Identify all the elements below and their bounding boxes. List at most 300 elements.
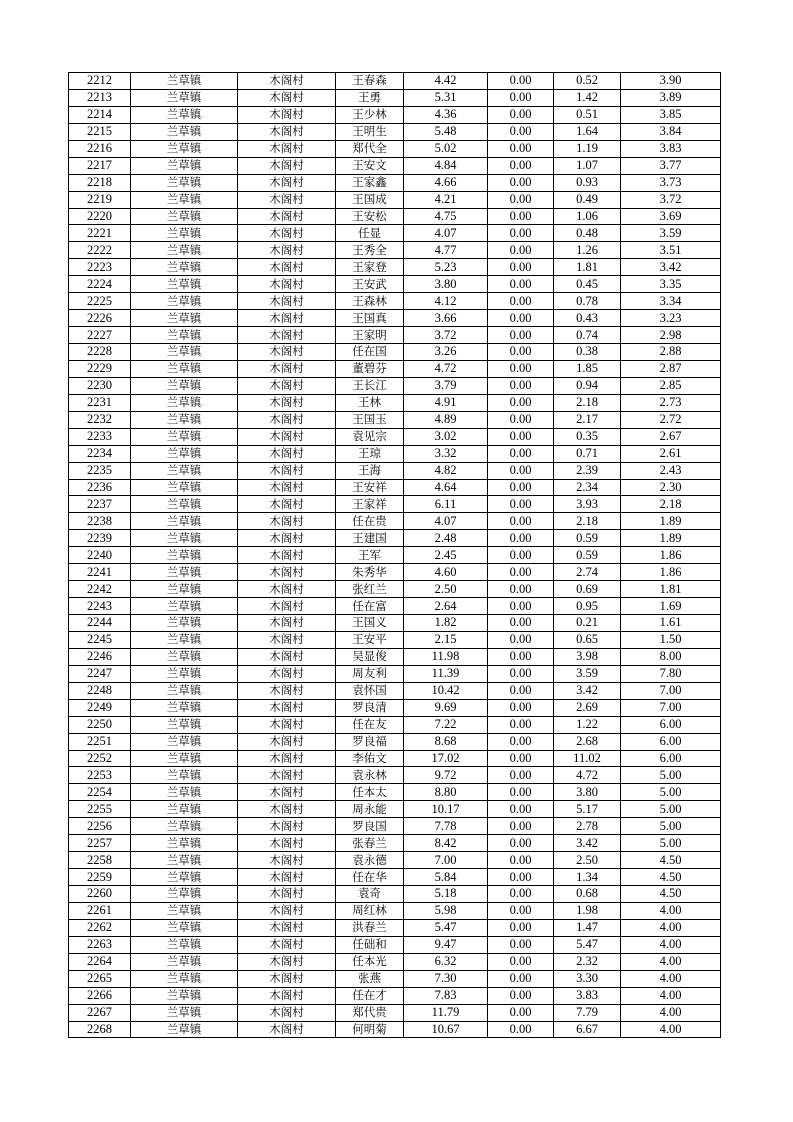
table-row xyxy=(69,327,721,344)
value-4-cell: 2.88 xyxy=(621,344,721,361)
table-row xyxy=(69,1021,721,1038)
value-2-cell: 0.00 xyxy=(488,157,554,174)
table-row xyxy=(69,936,721,953)
table-row xyxy=(69,208,721,225)
value-2-cell: 0.00 xyxy=(488,547,554,564)
value-3-cell: 3.42 xyxy=(554,682,621,699)
value-1-cell: 8.68 xyxy=(404,733,488,750)
value-4-cell: 1.86 xyxy=(621,547,721,564)
value-4-cell: 1.89 xyxy=(621,513,721,530)
value-4-cell: 1.50 xyxy=(621,631,721,648)
village-cell: 木阁村 xyxy=(238,801,336,818)
value-2-cell: 0.00 xyxy=(488,936,554,953)
table-row xyxy=(69,648,721,665)
town-cell: 兰草镇 xyxy=(131,835,238,852)
value-3-cell: 2.74 xyxy=(554,564,621,581)
value-3-cell: 2.17 xyxy=(554,411,621,428)
table-row xyxy=(69,377,721,394)
value-4-cell: 7.80 xyxy=(621,665,721,682)
value-4-cell: 2.43 xyxy=(621,462,721,479)
value-2-cell: 0.00 xyxy=(488,259,554,276)
village-cell: 木阁村 xyxy=(238,411,336,428)
name-cell: 张红兰 xyxy=(336,581,404,598)
value-1-cell: 7.78 xyxy=(404,818,488,835)
town-cell: 兰草镇 xyxy=(131,784,238,801)
town-cell: 兰草镇 xyxy=(131,293,238,310)
name-cell: 张春兰 xyxy=(336,835,404,852)
village-cell: 木阁村 xyxy=(238,953,336,970)
row-number-cell: 2222 xyxy=(69,242,131,259)
value-4-cell: 1.69 xyxy=(621,598,721,615)
town-cell: 兰草镇 xyxy=(131,1004,238,1021)
table-row xyxy=(69,530,721,547)
village-cell: 木阁村 xyxy=(238,106,336,123)
value-1-cell: 5.18 xyxy=(404,886,488,903)
value-1-cell: 7.30 xyxy=(404,970,488,987)
village-cell: 木阁村 xyxy=(238,327,336,344)
town-cell: 兰草镇 xyxy=(131,191,238,208)
village-cell: 木阁村 xyxy=(238,869,336,886)
village-cell: 木阁村 xyxy=(238,648,336,665)
town-cell: 兰草镇 xyxy=(131,462,238,479)
village-cell: 木阁村 xyxy=(238,513,336,530)
value-1-cell: 2.64 xyxy=(404,598,488,615)
value-3-cell: 2.50 xyxy=(554,852,621,869)
value-3-cell: 0.65 xyxy=(554,631,621,648)
row-number-cell: 2267 xyxy=(69,1004,131,1021)
village-cell: 木阁村 xyxy=(238,157,336,174)
value-3-cell: 1.98 xyxy=(554,902,621,919)
value-3-cell: 0.51 xyxy=(554,106,621,123)
village-cell: 木阁村 xyxy=(238,445,336,462)
village-cell: 木阁村 xyxy=(238,970,336,987)
table-row xyxy=(69,293,721,310)
row-number-cell: 2234 xyxy=(69,445,131,462)
village-cell: 木阁村 xyxy=(238,699,336,716)
value-4-cell: 2.18 xyxy=(621,496,721,513)
row-number-cell: 2237 xyxy=(69,496,131,513)
value-4-cell: 3.69 xyxy=(621,208,721,225)
name-cell: 任本太 xyxy=(336,784,404,801)
village-cell: 木阁村 xyxy=(238,835,336,852)
value-3-cell: 3.98 xyxy=(554,648,621,665)
name-cell: 王家登 xyxy=(336,259,404,276)
town-cell: 兰草镇 xyxy=(131,919,238,936)
table-row xyxy=(69,394,721,411)
value-4-cell: 3.35 xyxy=(621,276,721,293)
town-cell: 兰草镇 xyxy=(131,936,238,953)
value-1-cell: 10.67 xyxy=(404,1021,488,1038)
row-number-cell: 2223 xyxy=(69,259,131,276)
name-cell: 罗良国 xyxy=(336,818,404,835)
village-cell: 木阁村 xyxy=(238,462,336,479)
value-4-cell: 8.00 xyxy=(621,648,721,665)
name-cell: 王秀全 xyxy=(336,242,404,259)
value-4-cell: 5.00 xyxy=(621,784,721,801)
town-cell: 兰草镇 xyxy=(131,852,238,869)
value-1-cell: 4.72 xyxy=(404,360,488,377)
value-2-cell: 0.00 xyxy=(488,919,554,936)
value-2-cell: 0.00 xyxy=(488,1004,554,1021)
town-cell: 兰草镇 xyxy=(131,598,238,615)
row-number-cell: 2242 xyxy=(69,581,131,598)
row-number-cell: 2266 xyxy=(69,987,131,1004)
town-cell: 兰草镇 xyxy=(131,123,238,140)
village-cell: 木阁村 xyxy=(238,818,336,835)
value-2-cell: 0.00 xyxy=(488,1021,554,1038)
town-cell: 兰草镇 xyxy=(131,733,238,750)
value-2-cell: 0.00 xyxy=(488,564,554,581)
name-cell: 张燕 xyxy=(336,970,404,987)
value-3-cell: 0.93 xyxy=(554,174,621,191)
village-cell: 木阁村 xyxy=(238,293,336,310)
name-cell: 王安平 xyxy=(336,631,404,648)
town-cell: 兰草镇 xyxy=(131,902,238,919)
value-3-cell: 11.02 xyxy=(554,750,621,767)
town-cell: 兰草镇 xyxy=(131,547,238,564)
name-cell: 任在友 xyxy=(336,716,404,733)
row-number-cell: 2221 xyxy=(69,225,131,242)
value-4-cell: 1.61 xyxy=(621,615,721,632)
value-3-cell: 2.78 xyxy=(554,818,621,835)
village-cell: 木阁村 xyxy=(238,89,336,106)
village-cell: 木阁村 xyxy=(238,530,336,547)
table-row xyxy=(69,411,721,428)
value-2-cell: 0.00 xyxy=(488,462,554,479)
value-1-cell: 9.69 xyxy=(404,699,488,716)
row-number-cell: 2254 xyxy=(69,784,131,801)
value-2-cell: 0.00 xyxy=(488,615,554,632)
value-2-cell: 0.00 xyxy=(488,174,554,191)
value-3-cell: 0.94 xyxy=(554,377,621,394)
value-3-cell: 5.47 xyxy=(554,936,621,953)
table-row xyxy=(69,631,721,648)
table-row xyxy=(69,665,721,682)
town-cell: 兰草镇 xyxy=(131,581,238,598)
value-3-cell: 2.18 xyxy=(554,394,621,411)
town-cell: 兰草镇 xyxy=(131,530,238,547)
town-cell: 兰草镇 xyxy=(131,513,238,530)
village-cell: 木阁村 xyxy=(238,902,336,919)
value-3-cell: 0.45 xyxy=(554,276,621,293)
value-2-cell: 0.00 xyxy=(488,886,554,903)
village-cell: 木阁村 xyxy=(238,936,336,953)
value-3-cell: 7.79 xyxy=(554,1004,621,1021)
value-1-cell: 5.48 xyxy=(404,123,488,140)
town-cell: 兰草镇 xyxy=(131,344,238,361)
village-cell: 木阁村 xyxy=(238,174,336,191)
value-3-cell: 2.39 xyxy=(554,462,621,479)
name-cell: 王春森 xyxy=(336,73,404,90)
value-1-cell: 4.60 xyxy=(404,564,488,581)
value-1-cell: 7.22 xyxy=(404,716,488,733)
value-1-cell: 9.72 xyxy=(404,767,488,784)
row-number-cell: 2249 xyxy=(69,699,131,716)
value-3-cell: 0.52 xyxy=(554,73,621,90)
value-3-cell: 1.26 xyxy=(554,242,621,259)
name-cell: 王森林 xyxy=(336,293,404,310)
town-cell: 兰草镇 xyxy=(131,886,238,903)
village-cell: 木阁村 xyxy=(238,615,336,632)
town-cell: 兰草镇 xyxy=(131,106,238,123)
village-cell: 木阁村 xyxy=(238,344,336,361)
value-3-cell: 0.59 xyxy=(554,547,621,564)
value-2-cell: 0.00 xyxy=(488,852,554,869)
value-4-cell: 3.85 xyxy=(621,106,721,123)
value-1-cell: 4.84 xyxy=(404,157,488,174)
value-1-cell: 4.75 xyxy=(404,208,488,225)
table-row xyxy=(69,428,721,445)
value-3-cell: 1.42 xyxy=(554,89,621,106)
town-cell: 兰草镇 xyxy=(131,310,238,327)
name-cell: 王少林 xyxy=(336,106,404,123)
value-2-cell: 0.00 xyxy=(488,394,554,411)
table-row xyxy=(69,191,721,208)
town-cell: 兰草镇 xyxy=(131,631,238,648)
value-4-cell: 2.98 xyxy=(621,327,721,344)
town-cell: 兰草镇 xyxy=(131,953,238,970)
table-row xyxy=(69,445,721,462)
name-cell: 董碧芬 xyxy=(336,360,404,377)
value-1-cell: 4.07 xyxy=(404,513,488,530)
value-1-cell: 3.32 xyxy=(404,445,488,462)
table-row xyxy=(69,852,721,869)
village-cell: 木阁村 xyxy=(238,140,336,157)
value-4-cell: 3.73 xyxy=(621,174,721,191)
value-1-cell: 3.72 xyxy=(404,327,488,344)
table-row xyxy=(69,140,721,157)
value-2-cell: 0.00 xyxy=(488,682,554,699)
town-cell: 兰草镇 xyxy=(131,750,238,767)
name-cell: 任在国 xyxy=(336,344,404,361)
name-cell: 袁见宗 xyxy=(336,428,404,445)
table-row xyxy=(69,174,721,191)
village-cell: 木阁村 xyxy=(238,496,336,513)
name-cell: 王安武 xyxy=(336,276,404,293)
value-1-cell: 2.48 xyxy=(404,530,488,547)
village-cell: 木阁村 xyxy=(238,360,336,377)
value-4-cell: 5.00 xyxy=(621,818,721,835)
row-number-cell: 2255 xyxy=(69,801,131,818)
value-3-cell: 3.59 xyxy=(554,665,621,682)
value-2-cell: 0.00 xyxy=(488,665,554,682)
value-3-cell: 0.69 xyxy=(554,581,621,598)
value-3-cell: 0.35 xyxy=(554,428,621,445)
value-2-cell: 0.00 xyxy=(488,360,554,377)
value-1-cell: 3.02 xyxy=(404,428,488,445)
value-1-cell: 10.17 xyxy=(404,801,488,818)
value-4-cell: 6.00 xyxy=(621,716,721,733)
value-1-cell: 4.82 xyxy=(404,462,488,479)
value-4-cell: 2.67 xyxy=(621,428,721,445)
value-2-cell: 0.00 xyxy=(488,902,554,919)
value-3-cell: 0.74 xyxy=(554,327,621,344)
value-4-cell: 6.00 xyxy=(621,733,721,750)
table-row xyxy=(69,225,721,242)
value-1-cell: 5.84 xyxy=(404,869,488,886)
row-number-cell: 2243 xyxy=(69,598,131,615)
table-row xyxy=(69,699,721,716)
value-3-cell: 5.17 xyxy=(554,801,621,818)
value-1-cell: 4.21 xyxy=(404,191,488,208)
row-number-cell: 2251 xyxy=(69,733,131,750)
table-row xyxy=(69,259,721,276)
value-4-cell: 7.00 xyxy=(621,682,721,699)
value-3-cell: 0.49 xyxy=(554,191,621,208)
village-cell: 木阁村 xyxy=(238,191,336,208)
table-row xyxy=(69,462,721,479)
table-row xyxy=(69,886,721,903)
name-cell: 罗良清 xyxy=(336,699,404,716)
value-3-cell: 3.30 xyxy=(554,970,621,987)
value-4-cell: 3.84 xyxy=(621,123,721,140)
value-2-cell: 0.00 xyxy=(488,445,554,462)
value-3-cell: 2.18 xyxy=(554,513,621,530)
row-number-cell: 2263 xyxy=(69,936,131,953)
town-cell: 兰草镇 xyxy=(131,445,238,462)
value-3-cell: 2.69 xyxy=(554,699,621,716)
row-number-cell: 2227 xyxy=(69,327,131,344)
row-number-cell: 2268 xyxy=(69,1021,131,1038)
village-cell: 木阁村 xyxy=(238,377,336,394)
name-cell: 李佑文 xyxy=(336,750,404,767)
value-2-cell: 0.00 xyxy=(488,513,554,530)
village-cell: 木阁村 xyxy=(238,276,336,293)
name-cell: 王家祥 xyxy=(336,496,404,513)
value-1-cell: 7.83 xyxy=(404,987,488,1004)
town-cell: 兰草镇 xyxy=(131,818,238,835)
name-cell: 袁永林 xyxy=(336,767,404,784)
value-3-cell: 0.78 xyxy=(554,293,621,310)
table-row xyxy=(69,716,721,733)
name-cell: 何明菊 xyxy=(336,1021,404,1038)
value-2-cell: 0.00 xyxy=(488,496,554,513)
town-cell: 兰草镇 xyxy=(131,987,238,1004)
value-1-cell: 8.42 xyxy=(404,835,488,852)
value-2-cell: 0.00 xyxy=(488,835,554,852)
row-number-cell: 2262 xyxy=(69,919,131,936)
value-3-cell: 3.80 xyxy=(554,784,621,801)
value-2-cell: 0.00 xyxy=(488,411,554,428)
value-2-cell: 0.00 xyxy=(488,344,554,361)
row-number-cell: 2228 xyxy=(69,344,131,361)
value-4-cell: 2.30 xyxy=(621,479,721,496)
value-1-cell: 9.47 xyxy=(404,936,488,953)
name-cell: 王军 xyxy=(336,547,404,564)
town-cell: 兰草镇 xyxy=(131,327,238,344)
value-1-cell: 4.77 xyxy=(404,242,488,259)
name-cell: 任础和 xyxy=(336,936,404,953)
value-4-cell: 3.83 xyxy=(621,140,721,157)
town-cell: 兰草镇 xyxy=(131,174,238,191)
name-cell: 王安松 xyxy=(336,208,404,225)
row-number-cell: 2244 xyxy=(69,615,131,632)
value-4-cell: 6.00 xyxy=(621,750,721,767)
value-1-cell: 8.80 xyxy=(404,784,488,801)
value-1-cell: 4.91 xyxy=(404,394,488,411)
town-cell: 兰草镇 xyxy=(131,73,238,90)
town-cell: 兰草镇 xyxy=(131,869,238,886)
table-row xyxy=(69,310,721,327)
town-cell: 兰草镇 xyxy=(131,89,238,106)
value-1-cell: 3.80 xyxy=(404,276,488,293)
value-2-cell: 0.00 xyxy=(488,242,554,259)
row-number-cell: 2229 xyxy=(69,360,131,377)
value-4-cell: 5.00 xyxy=(621,835,721,852)
table-row xyxy=(69,73,721,90)
name-cell: 王家鑫 xyxy=(336,174,404,191)
row-number-cell: 2239 xyxy=(69,530,131,547)
name-cell: 王林 xyxy=(336,394,404,411)
value-3-cell: 1.07 xyxy=(554,157,621,174)
value-2-cell: 0.00 xyxy=(488,953,554,970)
value-2-cell: 0.00 xyxy=(488,191,554,208)
value-1-cell: 4.66 xyxy=(404,174,488,191)
village-cell: 木阁村 xyxy=(238,767,336,784)
value-3-cell: 1.34 xyxy=(554,869,621,886)
town-cell: 兰草镇 xyxy=(131,208,238,225)
name-cell: 任在富 xyxy=(336,598,404,615)
value-3-cell: 3.42 xyxy=(554,835,621,852)
value-4-cell: 4.50 xyxy=(621,869,721,886)
table-row xyxy=(69,953,721,970)
table-row xyxy=(69,801,721,818)
town-cell: 兰草镇 xyxy=(131,479,238,496)
row-number-cell: 2253 xyxy=(69,767,131,784)
value-2-cell: 0.00 xyxy=(488,733,554,750)
table-row xyxy=(69,987,721,1004)
value-2-cell: 0.00 xyxy=(488,581,554,598)
village-cell: 木阁村 xyxy=(238,852,336,869)
row-number-cell: 2240 xyxy=(69,547,131,564)
village-cell: 木阁村 xyxy=(238,208,336,225)
name-cell: 王建国 xyxy=(336,530,404,547)
value-4-cell: 3.89 xyxy=(621,89,721,106)
name-cell: 王勇 xyxy=(336,89,404,106)
value-1-cell: 2.45 xyxy=(404,547,488,564)
value-2-cell: 0.00 xyxy=(488,428,554,445)
value-3-cell: 4.72 xyxy=(554,767,621,784)
village-cell: 木阁村 xyxy=(238,784,336,801)
village-cell: 木阁村 xyxy=(238,581,336,598)
value-1-cell: 4.42 xyxy=(404,73,488,90)
table-row xyxy=(69,615,721,632)
value-4-cell: 4.00 xyxy=(621,1004,721,1021)
town-cell: 兰草镇 xyxy=(131,564,238,581)
value-4-cell: 4.00 xyxy=(621,953,721,970)
row-number-cell: 2250 xyxy=(69,716,131,733)
table-row xyxy=(69,106,721,123)
value-1-cell: 5.31 xyxy=(404,89,488,106)
table-row xyxy=(69,123,721,140)
data-table xyxy=(68,72,721,1038)
name-cell: 袁永德 xyxy=(336,852,404,869)
row-number-cell: 2236 xyxy=(69,479,131,496)
value-4-cell: 4.50 xyxy=(621,886,721,903)
row-number-cell: 2235 xyxy=(69,462,131,479)
value-1-cell: 3.79 xyxy=(404,377,488,394)
name-cell: 周永能 xyxy=(336,801,404,818)
value-2-cell: 0.00 xyxy=(488,123,554,140)
table-row xyxy=(69,581,721,598)
value-1-cell: 11.79 xyxy=(404,1004,488,1021)
value-2-cell: 0.00 xyxy=(488,631,554,648)
town-cell: 兰草镇 xyxy=(131,140,238,157)
village-cell: 木阁村 xyxy=(238,1021,336,1038)
value-1-cell: 5.23 xyxy=(404,259,488,276)
value-2-cell: 0.00 xyxy=(488,530,554,547)
value-1-cell: 10.42 xyxy=(404,682,488,699)
